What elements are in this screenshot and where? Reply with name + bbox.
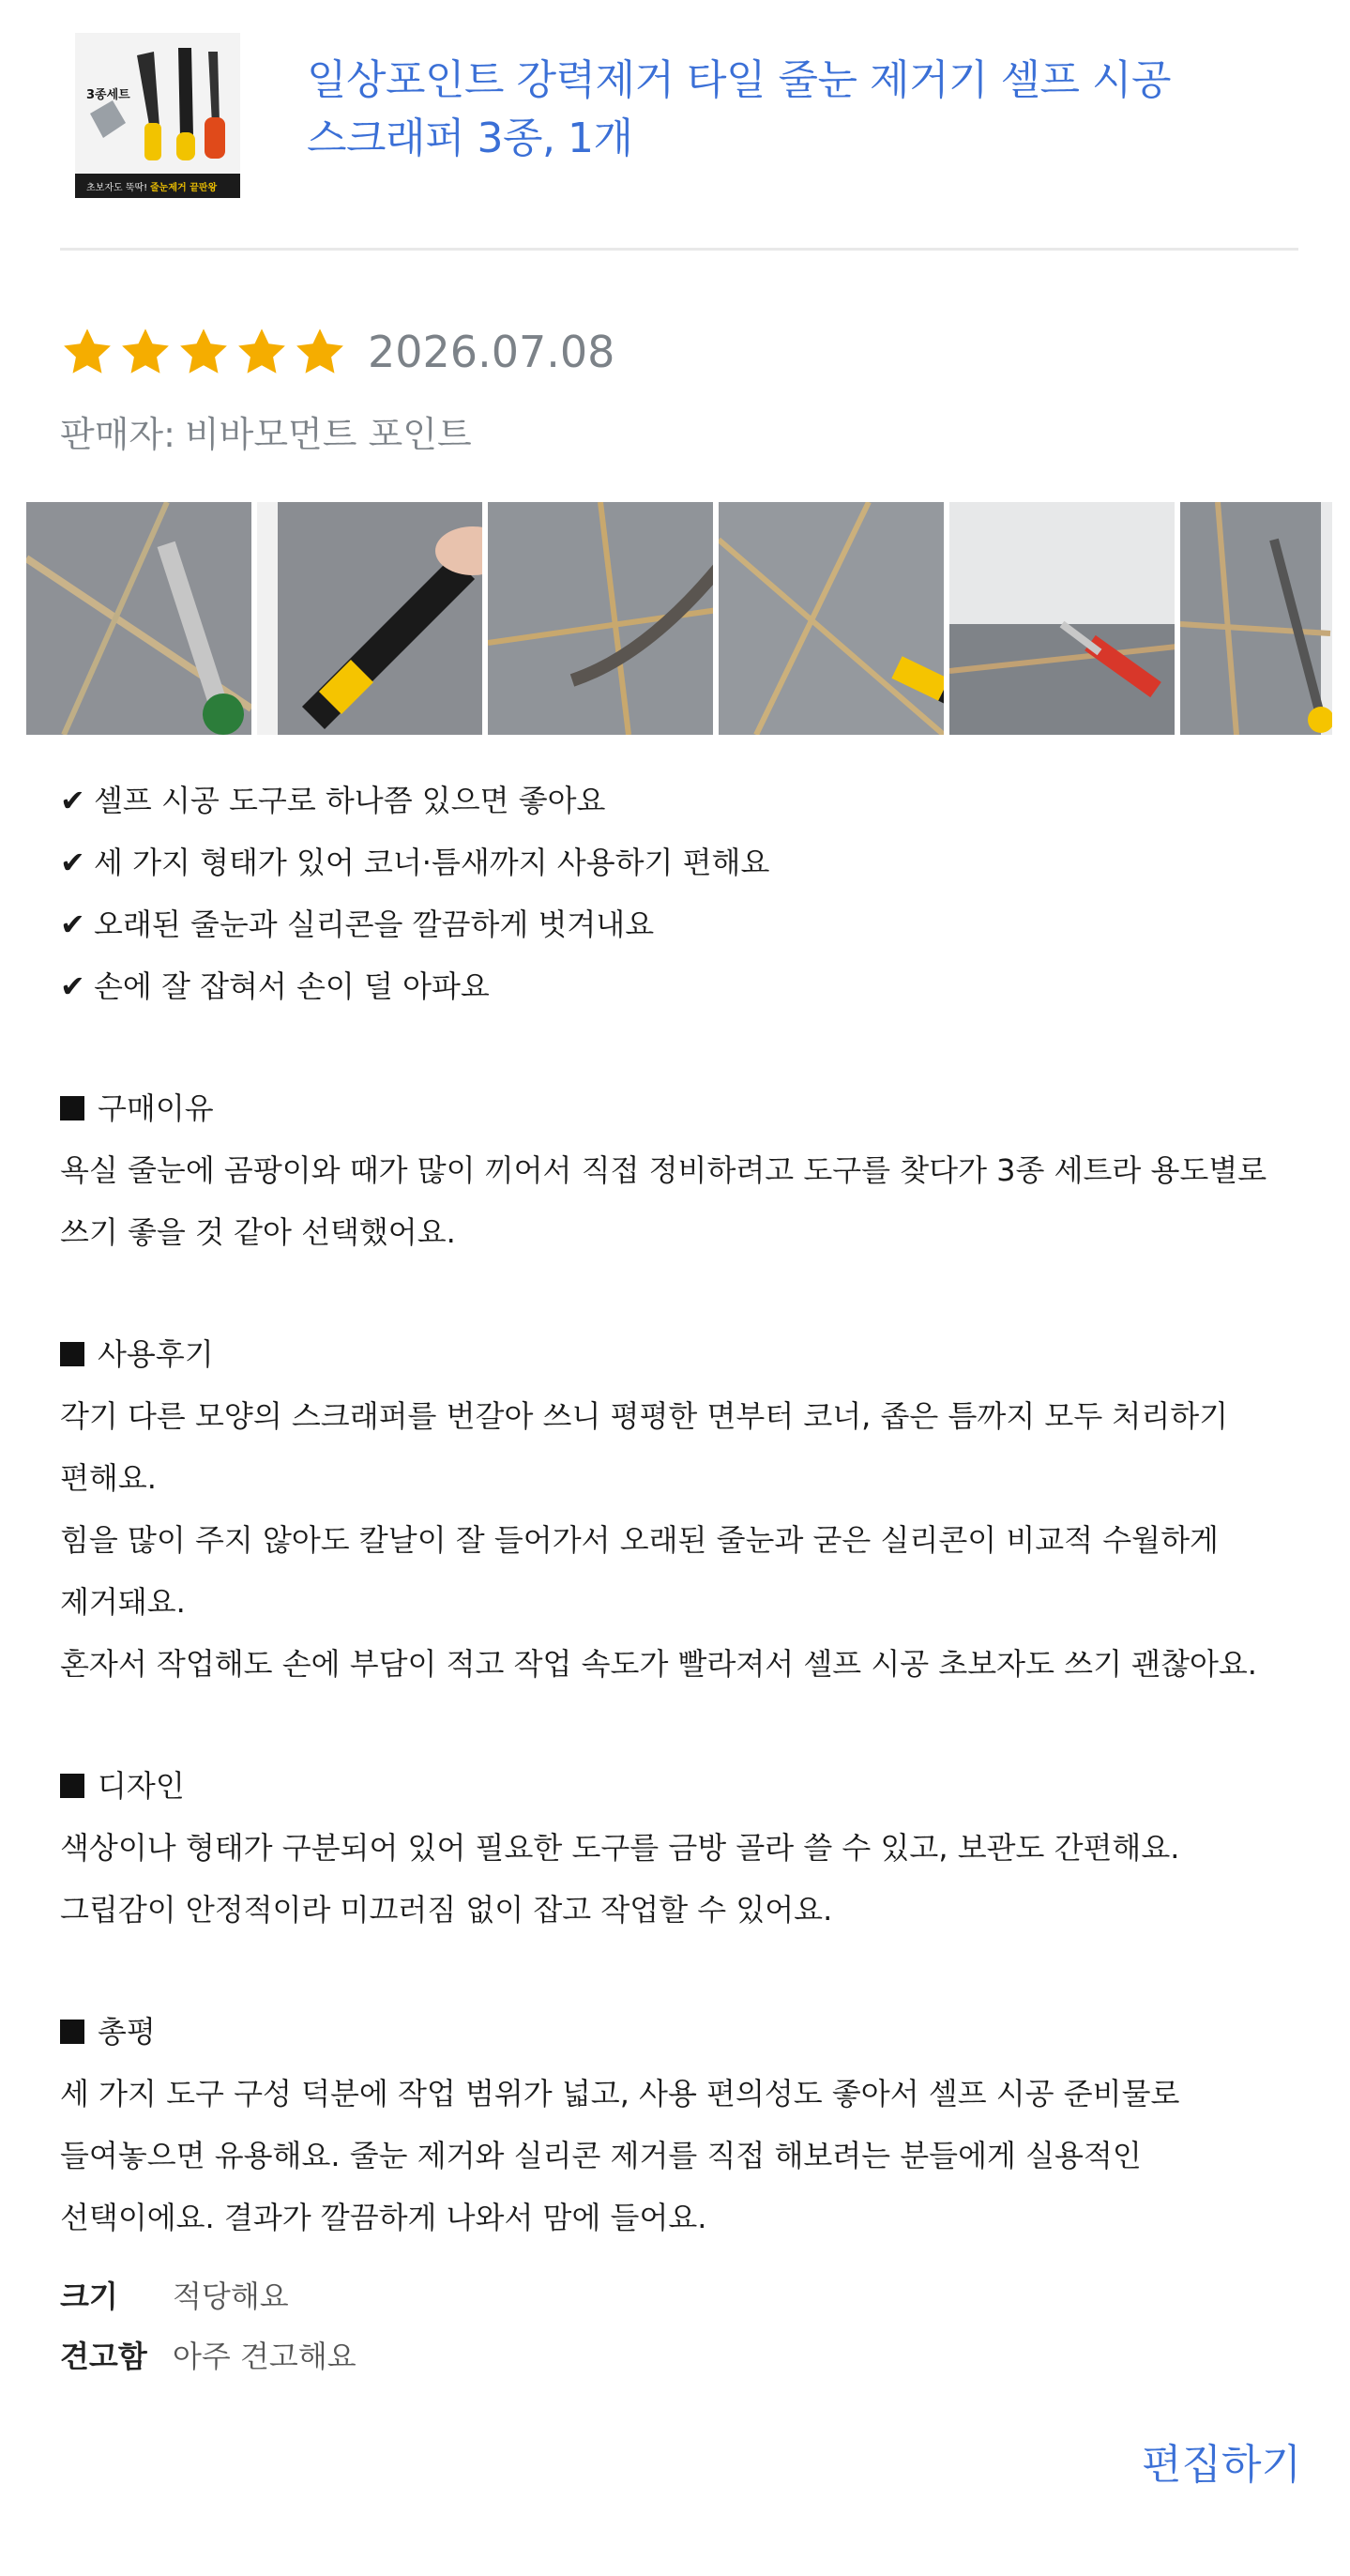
attribute-value: 아주 견고해요 xyxy=(173,2339,356,2374)
section-text: 색상이나 형태가 구분되어 있어 필요한 도구를 금방 골라 쓸 수 있고, 보관도 간편해요. xyxy=(60,1830,1180,1866)
review-photo-4[interactable] xyxy=(719,502,944,735)
section-text: 들여놓으면 유용해요. 줄눈 제거와 실리콘 제거를 직접 해보려는 분들에게 실용적인 xyxy=(60,2138,1142,2173)
review-rating xyxy=(60,319,614,385)
attribute-label: 크기 xyxy=(60,2279,118,2314)
seller-label: 판매자: xyxy=(60,414,175,455)
bullet-item xyxy=(60,831,1298,893)
review-photo-2[interactable] xyxy=(257,502,482,735)
product-title[interactable] xyxy=(307,52,1245,168)
star-icon xyxy=(176,325,231,379)
check-icon: ✔ xyxy=(60,907,85,942)
review-photo-6[interactable] xyxy=(1180,502,1332,735)
section-text: 선택이에요. 결과가 깔끔하게 나와서 맘에 들어요. xyxy=(60,2200,707,2235)
square-bullet-icon xyxy=(60,2020,84,2044)
section-text: 혼자서 작업해도 손에 부담이 적고 작업 속도가 빨라져서 셀프 시공 초보자도 쓰기 괜찮아요. xyxy=(60,1646,1257,1682)
section-text: 세 가지 도구 구성 덕분에 작업 범위가 넓고, 사용 편의성도 좋아서 셀프 시공 준비물로 xyxy=(60,2076,1180,2111)
header-divider xyxy=(60,248,1298,251)
check-icon: ✔ xyxy=(60,968,85,1004)
product-title-line-1: 일상포인트 강력제거 타일 줄눈 제거기 셀프 시공 xyxy=(307,56,1171,104)
thumb-badge: 3종세트 xyxy=(86,88,130,102)
square-bullet-icon xyxy=(60,1774,84,1798)
check-icon: ✔ xyxy=(60,845,85,880)
seller-name: 비바모먼트 포인트 xyxy=(184,414,472,455)
product-thumbnail[interactable] xyxy=(75,33,240,198)
star-icon xyxy=(60,325,114,379)
section-text: 각기 다른 모양의 스크래퍼를 번갈아 쓰니 평평한 면부터 코너, 좁은 틈까지 모두 처리하기 xyxy=(60,1398,1229,1434)
attribute-row xyxy=(60,2326,356,2386)
star-icon xyxy=(235,325,289,379)
product-header xyxy=(0,0,1350,250)
section-text: 편해요. xyxy=(60,1460,157,1496)
section-title: 디자인 xyxy=(98,1768,185,1804)
review-content xyxy=(60,770,1298,2248)
section-summary xyxy=(60,2001,1298,2248)
review-date: 2026.07.08 xyxy=(368,327,615,377)
square-bullet-icon xyxy=(60,1342,84,1366)
attribute-value: 적당해요 xyxy=(173,2279,289,2314)
section-title: 구매이유 xyxy=(98,1090,214,1126)
review-attributes xyxy=(60,2266,356,2386)
bullet-text: 세 가지 형태가 있어 코너·틈새까지 사용하기 편해요 xyxy=(94,845,770,880)
section-text: 쓰기 좋을 것 같아 선택했어요. xyxy=(60,1214,456,1250)
review-photo-1[interactable] xyxy=(26,502,251,735)
star-icon xyxy=(293,325,347,379)
star-rating xyxy=(60,325,347,379)
section-text: 욕실 줄눈에 곰팡이와 때가 많이 끼어서 직접 정비하려고 도구를 찾다가 3종 세트라 용도별로 xyxy=(60,1152,1267,1188)
bullet-list xyxy=(60,770,1298,1017)
section-text: 제거돼요. xyxy=(60,1584,186,1620)
thumb-caption-b: 줄눈제거 끝판왕 xyxy=(150,183,218,193)
section-usage-review xyxy=(60,1323,1298,1695)
thumb-caption-a: 초보자도 뚝딱! xyxy=(86,183,148,193)
attribute-row xyxy=(60,2266,356,2326)
attribute-label: 견고함 xyxy=(60,2339,147,2374)
section-text: 힘을 많이 주지 않아도 칼날이 잘 들어가서 오래된 줄눈과 굳은 실리콘이 비교적 수월하게 xyxy=(60,1522,1219,1558)
section-title: 총평 xyxy=(98,2014,156,2050)
check-icon: ✔ xyxy=(60,783,85,818)
section-text: 그립감이 안정적이라 미끄러짐 없이 잡고 작업할 수 있어요. xyxy=(60,1892,833,1928)
review-photo-5[interactable] xyxy=(949,502,1175,735)
star-icon xyxy=(118,325,173,379)
product-image xyxy=(75,33,240,198)
bullet-item xyxy=(60,955,1298,1017)
bullet-text: 손에 잘 잡혀서 손이 덜 아파요 xyxy=(94,968,490,1004)
product-title-line-2: 스크래퍼 3종, 1개 xyxy=(307,114,633,162)
section-title: 사용후기 xyxy=(98,1336,214,1372)
section-design xyxy=(60,1755,1298,1941)
bullet-text: 셀프 시공 도구로 하나쯤 있으면 좋아요 xyxy=(94,783,606,818)
review-photo-3[interactable] xyxy=(488,502,713,735)
bullet-item xyxy=(60,770,1298,831)
edit-button[interactable]: 편집하기 xyxy=(1141,2441,1301,2489)
square-bullet-icon xyxy=(60,1096,84,1120)
seller-info xyxy=(60,405,472,457)
bullet-item xyxy=(60,893,1298,955)
review-photos xyxy=(26,502,1332,735)
section-purchase-reason xyxy=(60,1077,1298,1263)
bullet-text: 오래된 줄눈과 실리콘을 깔끔하게 벗겨내요 xyxy=(94,907,655,942)
